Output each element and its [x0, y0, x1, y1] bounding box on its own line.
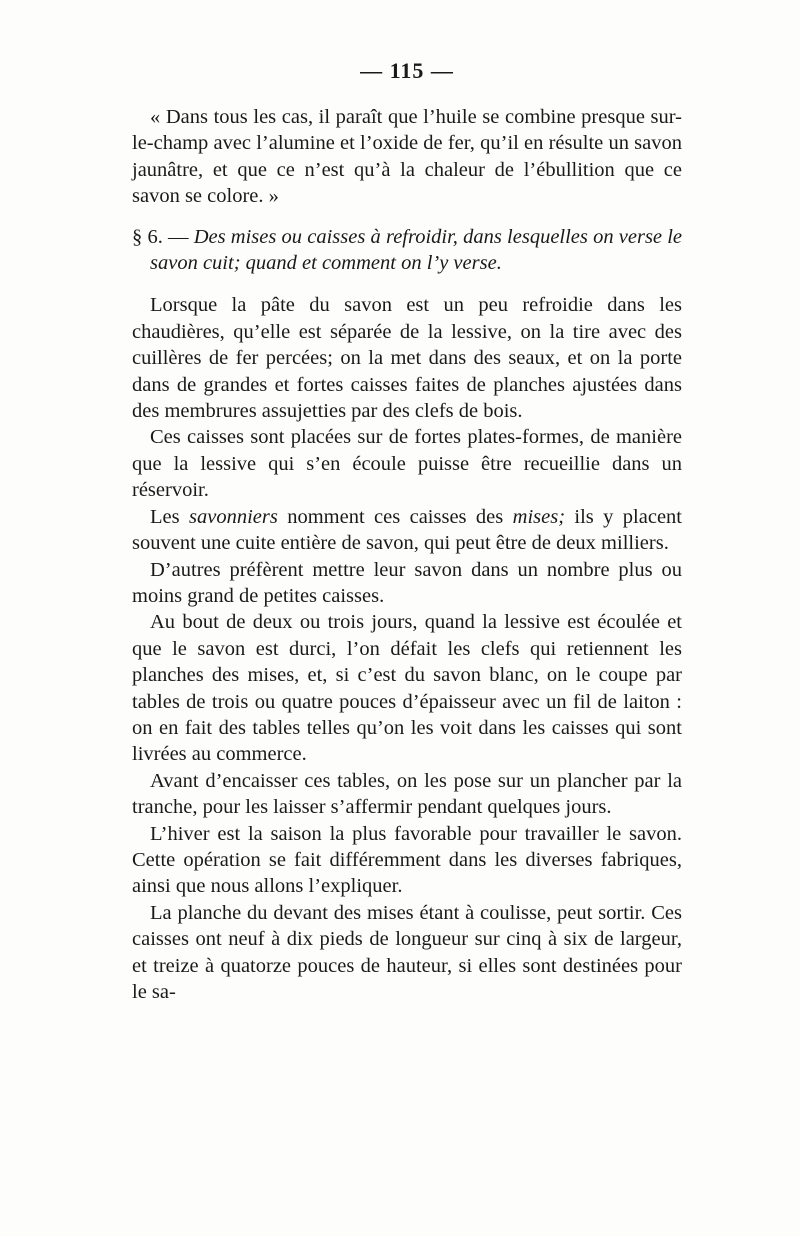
paragraph-4: D’autres préfèrent mettre leur savon dans un nombre plus ou moins grand de petites caisses.: [132, 558, 682, 607]
paragraph-8: La planche du devant des mises étant à coulisse, peut sortir. Ces caisses ont neuf à dix pieds de longueur sur cinq à six de largeur, et treize à quatorze pouces de hauteur, si elles sont destinées pour le sa-: [132, 901, 682, 1003]
paragraph-6: Avant d’encaisser ces tables, on les pose sur un plancher par la tranche, pour les laisser s’affermir pendant quelques jours.: [132, 769, 682, 819]
page-number: — 115 —: [360, 58, 454, 83]
paragraph-3-middle: nomment ces caisses des: [277, 505, 513, 528]
page-text-block: [132, 58, 682, 1005]
quote-paragraph: « Dans tous les cas, il paraît que l’huile se combine presque sur-le-champ avec l’alumine et l’oxide de fer, qu’il en résulte un savon jaunâtre, et que ce n’est qu’à la chaleur de l’ébullition que ce savon se colore. »: [132, 106, 682, 208]
section-marker: § 6. —: [132, 225, 189, 248]
term-mises: mises;: [512, 505, 566, 528]
section-title: Des mises ou caisses à refroidir, dans lesquelles on verse le savon cuit; quand et comment on l’y verse.: [150, 225, 683, 275]
paragraph-1: Lorsque la pâte du savon est un peu refroidie dans les chaudières, qu’elle est séparée de la lessive, on la tire avec des cuillères de fer percées; on la met dans des seaux, et on la porte dans de grandes et fortes caisses faites de planches ajustées dans des membrures assujetties par des clefs de bois.: [132, 294, 682, 423]
paragraph-3-after: ils y placent souvent une cuite entière de savon, qui peut être de deux milliers.: [132, 505, 682, 555]
paragraph-3-before: Les: [150, 505, 189, 528]
paragraph-7: L’hiver est la saison la plus favorable pour travailler le savon. Cette opération se fait différemment dans les diverses fabriques, ainsi que nous allons l’expliquer.: [132, 822, 682, 898]
paragraph-3: [132, 504, 682, 557]
paragraph-5: Au bout de deux ou trois jours, quand la lessive est écoulée et que le savon est durci, l’on défait les clefs qui retiennent les planches des mises, et, si c’est du savon blanc, on le coupe par tables de trois ou quatre pouces d’épaisseur avec un fil de laiton : on en fait des tables telles qu’on les voit dans les caisses qui sont livrées au commerce.: [132, 611, 682, 766]
section-heading: [132, 224, 682, 277]
paragraph-2: Ces caisses sont placées sur de fortes plates-formes, de manière que la lessive qui s’en écoule puisse être recueillie dans un réservoir.: [132, 426, 682, 502]
term-savonniers: savonniers: [189, 505, 278, 528]
